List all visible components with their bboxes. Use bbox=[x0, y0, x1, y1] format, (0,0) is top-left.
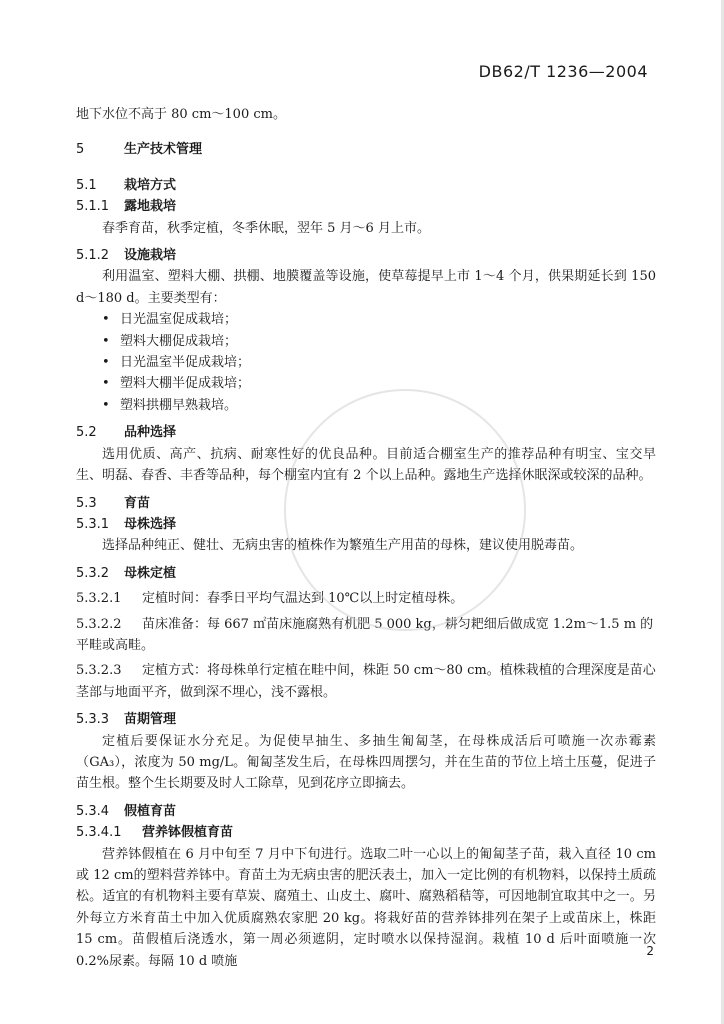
section-title: 生产技术管理 bbox=[124, 142, 203, 158]
paragraph: 营养钵假植在 6 月中旬至 7 月中下旬进行。选取二叶一心以上的匍匐茎子苗，栽入直径 10 cm或 12 cm的塑料营养钵中。育苗土为无病虫害的肥沃表土，加入一定比例的有机物料，以保持土质疏松。适宜的有机物料主要有草炭、腐殖土、山皮土、腐叶、腐熟稻秸等，可因地制宜取其中之一。另外每立方米育苗土中加入优质腐熟农家肥 20 kg。将栽好苗的营养钵排列在架子上或苗床上，株距 15 cm。苗假植后浇透水，第一周必须遮阴，定时喷水以保持湿润。栽植 10 d 后叶面喷施一次 0.2%尿素。每隔 10 d 喷施 bbox=[76, 846, 656, 969]
section-heading bbox=[76, 139, 656, 160]
clause bbox=[76, 660, 656, 703]
section-title: 设施栽培 bbox=[124, 248, 177, 264]
document-code: DB62/T 1236—2004 bbox=[478, 62, 648, 81]
clause-number: 5.3.2.1 bbox=[76, 591, 122, 607]
section-heading bbox=[76, 245, 656, 266]
section-title: 育苗 bbox=[124, 495, 151, 511]
list-item: • 塑料大棚促成栽培； bbox=[76, 331, 656, 352]
section-title: 假植育苗 bbox=[124, 803, 177, 819]
section-heading bbox=[76, 493, 656, 514]
section-title: 栽培方式 bbox=[124, 177, 177, 193]
section-heading bbox=[76, 801, 656, 822]
bullet-icon: • bbox=[102, 312, 110, 328]
section-title: 营养钵假植育苗 bbox=[142, 825, 234, 841]
clause-text: 定植方式：将母株单行定植在畦中间，株距 50 cm～80 cm。植株栽植的合理深度是苗心茎部与地面平齐，做到深不埋心，浅不露根。 bbox=[76, 663, 656, 700]
list-item: • 日光温室促成栽培； bbox=[76, 309, 656, 330]
paragraph: 定植后要保证水分充足。为促使早抽生、多抽生匍匐茎，在母株成活后可喷施一次赤霉素（GA₃），浓度为 50 mg/L。匍匐茎发生后，在母株四周摆匀，并在生苗的节位上培土压蔓，促进子苗生根。整个生长期要及时人工除草，见到花序立即摘去。 bbox=[76, 733, 656, 792]
list-item: • 日光温室半促成栽培； bbox=[76, 352, 656, 373]
paragraph: 春季育苗，秋季定植，冬季休眠，翌年 5 月～6 月上市。 bbox=[102, 220, 430, 236]
paragraph: 选择品种纯正、健壮、无病虫害的植株作为繁殖生产用苗的母株，建议使用脱毒苗。 bbox=[102, 538, 584, 554]
section-heading bbox=[76, 563, 656, 584]
bullet-icon: • bbox=[102, 355, 110, 371]
section-heading bbox=[76, 175, 656, 196]
section-title: 品种选择 bbox=[124, 425, 177, 441]
bullet-icon: • bbox=[102, 333, 110, 349]
list-item: • 塑料大棚半促成栽培； bbox=[76, 373, 656, 394]
section-number: 5.2 bbox=[76, 425, 97, 441]
page-number: 2 bbox=[646, 944, 654, 958]
section-number: 5.3.2 bbox=[76, 565, 110, 581]
section-number: 5.3 bbox=[76, 495, 97, 511]
section-title: 露地栽培 bbox=[124, 199, 177, 215]
paragraph: 选用优质、高产、抗病、耐寒性好的优良品种。目前适合棚室生产的推荐品种有明宝、宝交早生、明磊、春香、丰香等品种，每个棚室内宜有 2 个以上品种。露地生产选择休眠深或较深的品种。 bbox=[76, 446, 656, 484]
section-title: 母株选择 bbox=[124, 516, 177, 532]
clause-number: 5.3.2.2 bbox=[76, 616, 122, 632]
section-heading bbox=[76, 422, 656, 443]
section-number: 5.3.4.1 bbox=[76, 825, 122, 841]
section-number: 5.1.2 bbox=[76, 248, 110, 264]
section-heading bbox=[76, 196, 656, 217]
clause-text: 苗床准备：每 667 ㎡苗床施腐熟有机肥 5 000 kg，耕匀耙细后做成宽 1.2m～1.5 m 的平畦或高畦。 bbox=[76, 616, 654, 653]
section-title: 母株定植 bbox=[124, 565, 177, 581]
clause bbox=[76, 614, 656, 657]
list-item: • 塑料拱棚早熟栽培。 bbox=[76, 395, 656, 416]
section-number: 5.3.1 bbox=[76, 516, 110, 532]
clause-text: 定植时间：春季日平均气温达到 10℃以上时定植母株。 bbox=[142, 591, 464, 607]
text-line: 地下水位不高于 80 cm～100 cm。 bbox=[76, 107, 286, 122]
section-number: 5.3.4 bbox=[76, 803, 110, 819]
section-heading bbox=[76, 514, 656, 535]
paragraph: 利用温室、塑料大棚、拱棚、地膜覆盖等设施，使草莓提早上市 1～4 个月，供果期延长到 150 d～180 d。主要类型有： bbox=[76, 269, 656, 306]
bullet-icon: • bbox=[102, 376, 110, 392]
bullet-icon: • bbox=[102, 397, 110, 413]
section-number: 5.1 bbox=[76, 177, 97, 193]
section-title: 苗期管理 bbox=[124, 712, 177, 728]
section-number: 5 bbox=[76, 142, 85, 158]
section-heading bbox=[76, 709, 656, 730]
section-heading bbox=[76, 822, 656, 843]
document-body bbox=[76, 104, 656, 972]
section-number: 5.3.3 bbox=[76, 712, 110, 728]
section-number: 5.1.1 bbox=[76, 199, 110, 215]
clause-number: 5.3.2.3 bbox=[76, 663, 122, 679]
clause bbox=[76, 588, 656, 609]
